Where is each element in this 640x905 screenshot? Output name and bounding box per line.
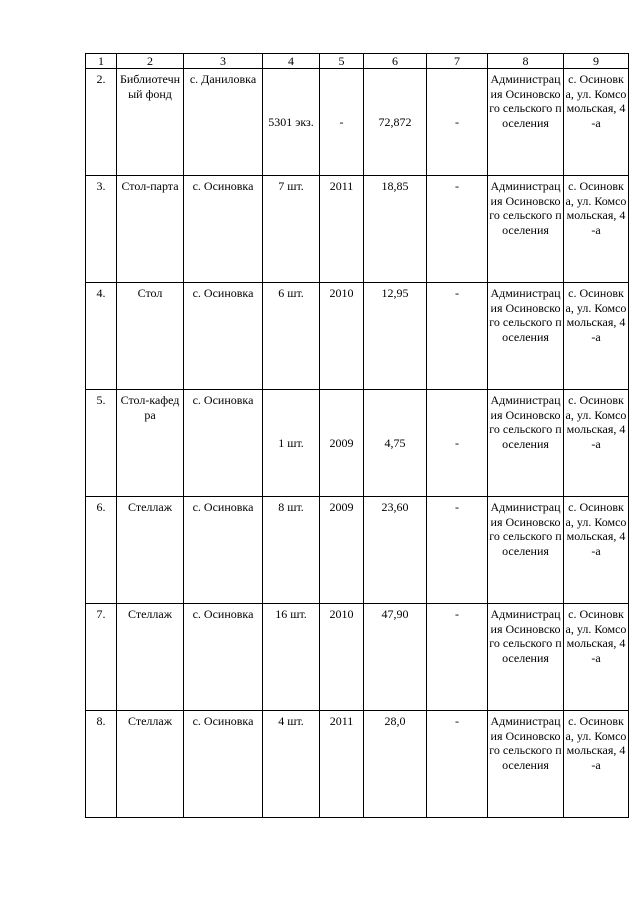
row-number-cell: 2.	[86, 69, 117, 176]
column-7-cell: -	[427, 390, 488, 497]
value-cell: 23,60	[364, 497, 427, 604]
column-7-cell: -	[427, 604, 488, 711]
column-number-row	[86, 54, 629, 69]
value-cell: 18,85	[364, 176, 427, 283]
year-cell: 2009	[320, 390, 364, 497]
address-cell: с. Осиновка, ул. Комсомольская, 4-а	[564, 390, 629, 497]
quantity-cell: 1 шт.	[263, 390, 320, 497]
item-name-cell: Стол-кафедра	[117, 390, 184, 497]
column-7-cell: -	[427, 69, 488, 176]
column-number: 4	[263, 54, 320, 69]
property-register-table	[85, 53, 629, 818]
quantity-cell: 6 шт.	[263, 283, 320, 390]
table-row	[86, 497, 629, 604]
value-cell: 12,95	[364, 283, 427, 390]
address-cell: с. Осиновка, ул. Комсомольская, 4-а	[564, 69, 629, 176]
location-cell: с. Осиновка	[184, 604, 263, 711]
column-number: 2	[117, 54, 184, 69]
owner-cell: Администрация Осиновского сельского поселения	[488, 497, 564, 604]
address-cell: с. Осиновка, ул. Комсомольская, 4-а	[564, 711, 629, 818]
quantity-cell: 5301 экз.	[263, 69, 320, 176]
year-cell: 2010	[320, 604, 364, 711]
year-cell: 2010	[320, 283, 364, 390]
column-number: 1	[86, 54, 117, 69]
row-number-cell: 3.	[86, 176, 117, 283]
column-number: 7	[427, 54, 488, 69]
column-number: 3	[184, 54, 263, 69]
address-cell: с. Осиновка, ул. Комсомольская, 4-а	[564, 283, 629, 390]
table-row	[86, 69, 629, 176]
column-7-cell: -	[427, 497, 488, 604]
table-row	[86, 176, 629, 283]
column-number: 9	[564, 54, 629, 69]
value-cell: 72,872	[364, 69, 427, 176]
item-name-cell: Стол-парта	[117, 176, 184, 283]
table-row	[86, 604, 629, 711]
quantity-cell: 16 шт.	[263, 604, 320, 711]
location-cell: с. Осиновка	[184, 497, 263, 604]
column-7-cell: -	[427, 711, 488, 818]
row-number-cell: 6.	[86, 497, 117, 604]
address-cell: с. Осиновка, ул. Комсомольская, 4-а	[564, 604, 629, 711]
item-name-cell: Стеллаж	[117, 497, 184, 604]
item-name-cell: Библиотечный фонд	[117, 69, 184, 176]
table-row	[86, 390, 629, 497]
owner-cell: Администрация Осиновского сельского поселения	[488, 604, 564, 711]
value-cell: 28,0	[364, 711, 427, 818]
item-name-cell: Стеллаж	[117, 604, 184, 711]
year-cell: -	[320, 69, 364, 176]
location-cell: с. Осиновка	[184, 390, 263, 497]
row-number-cell: 4.	[86, 283, 117, 390]
quantity-cell: 7 шт.	[263, 176, 320, 283]
owner-cell: Администрация Осиновского сельского поселения	[488, 390, 564, 497]
column-number: 6	[364, 54, 427, 69]
item-name-cell: Стол	[117, 283, 184, 390]
quantity-cell: 4 шт.	[263, 711, 320, 818]
column-7-cell: -	[427, 283, 488, 390]
quantity-cell: 8 шт.	[263, 497, 320, 604]
item-name-cell: Стеллаж	[117, 711, 184, 818]
owner-cell: Администрация Осиновского сельского поселения	[488, 176, 564, 283]
row-number-cell: 8.	[86, 711, 117, 818]
owner-cell: Администрация Осиновского сельского поселения	[488, 69, 564, 176]
column-7-cell: -	[427, 176, 488, 283]
owner-cell: Администрация Осиновского сельского поселения	[488, 711, 564, 818]
location-cell: с. Осиновка	[184, 283, 263, 390]
year-cell: 2009	[320, 497, 364, 604]
address-cell: с. Осиновка, ул. Комсомольская, 4-а	[564, 497, 629, 604]
location-cell: с. Осиновка	[184, 176, 263, 283]
year-cell: 2011	[320, 176, 364, 283]
row-number-cell: 7.	[86, 604, 117, 711]
column-number: 5	[320, 54, 364, 69]
location-cell: с. Даниловка	[184, 69, 263, 176]
owner-cell: Администрация Осиновского сельского поселения	[488, 283, 564, 390]
table-row	[86, 711, 629, 818]
row-number-cell: 5.	[86, 390, 117, 497]
year-cell: 2011	[320, 711, 364, 818]
location-cell: с. Осиновка	[184, 711, 263, 818]
table-row	[86, 283, 629, 390]
column-number: 8	[488, 54, 564, 69]
value-cell: 47,90	[364, 604, 427, 711]
address-cell: с. Осиновка, ул. Комсомольская, 4-а	[564, 176, 629, 283]
value-cell: 4,75	[364, 390, 427, 497]
